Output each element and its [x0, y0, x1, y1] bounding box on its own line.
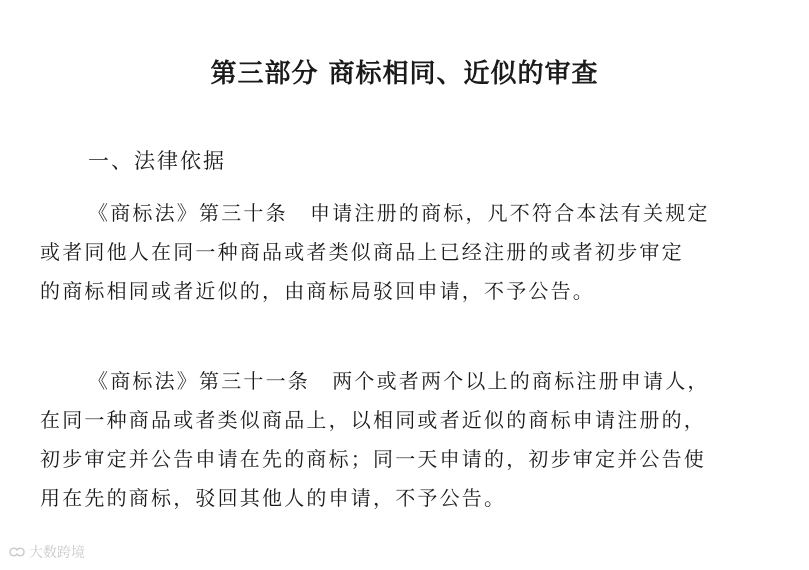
paragraph-article-31 — [40, 362, 768, 518]
paragraph-line: 初步审定并公告申请在先的商标；同一天申请的，初步审定并公告使 — [40, 447, 706, 471]
brand-logo-icon — [8, 545, 26, 559]
section-heading: 一、法律依据 — [88, 149, 226, 173]
paragraph-line: 用在先的商标，驳回其他人的申请，不予公告。 — [40, 486, 507, 510]
paragraph-line: 《商标法》第三十条 申请注册的商标，凡不符合本法有关规定 — [88, 201, 710, 225]
paragraph-line: 或者同他人在同一种商品或者类似商品上已经注册的或者初步审定 — [40, 240, 684, 264]
watermark — [8, 542, 85, 562]
watermark-text: 大数跨境 — [29, 545, 85, 561]
paragraph-line: 在同一种商品或者类似商品上，以相同或者近似的商标申请注册的， — [40, 408, 706, 432]
page-title: 第三部分 商标相同、近似的审查 — [210, 59, 599, 89]
paragraph-line: 《商标法》第三十一条 两个或者两个以上的商标注册申请人， — [88, 369, 710, 393]
paragraph-article-30 — [40, 194, 768, 311]
paragraph-line: 的商标相同或者近似的，由商标局驳回申请，不予公告。 — [40, 279, 595, 303]
